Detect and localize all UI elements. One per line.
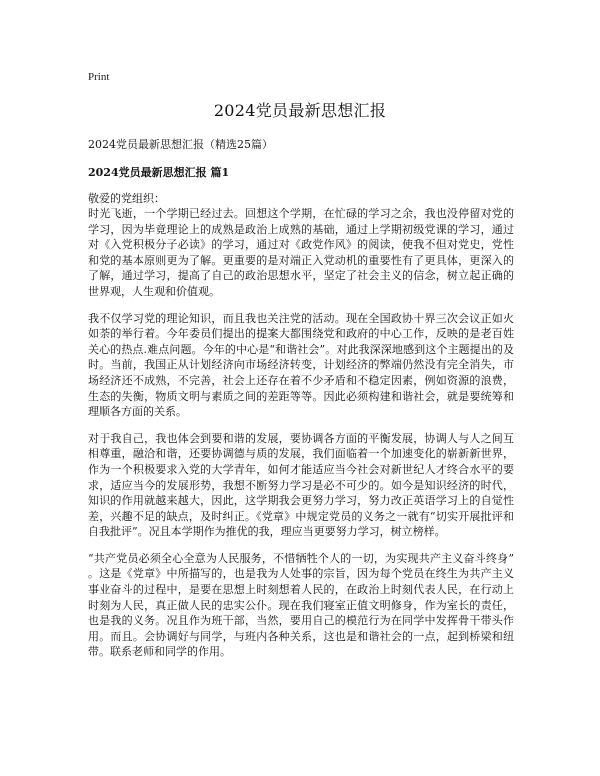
section-heading: 2024党员最新思想汇报 篇1 — [88, 166, 230, 179]
print-link[interactable]: Print — [88, 71, 110, 83]
paragraph: 对于我自己，我也体会到要和谐的发展，要协调各方面的平衡发展，协调人与人之间互相尊重，融洽和谐，还要协调德与质的发展，我们面临着一个加速变化的崭新新世界，作为一个积极要求入党的大学青年，如何才能适应当今社会对新世纪人才终合水平的要求，适应当今的发展形势，我想不断努力学习是必不可少的。如今是知识经济的时代，知识的作用就越来越大，因此，这学期我会更努力学习，努力改正英语学习上的自觉性差，兴趣不足的缺点，及时纠正。《党章》中规定党员的义务之一就有“切实开展批评和自我批评”。况且本学期作为推优的我，理应当更要努力学习，树立榜样。 — [88, 431, 514, 539]
document-title: 2024党员最新思想汇报 — [213, 101, 387, 120]
document-body — [88, 206, 514, 671]
paragraph: 我不仅学习党的理论知识，而且我也关注党的活动。现在全国政协十界三次会议正如火如荼的举行着。今年委员们提出的提案大都围绕党和政府的中心工作，反映的是老百姓关心的热点.难点问题。今年的中心是“和谐社会”。对此我深深地感到这个主题提出的及时。当前，我国正从计划经济向市场经济转变，计划经济的弊端仍然没有完全消失，市场经济还不成熟，不完善，社会上还存在着不少矛盾和不稳定因素，例如资源的浪费，生态的失衡，物质文明与素质之间的差距等等。因此必须构建和谐社会，就是要统筹和理顺各方面的关系。 — [88, 311, 514, 419]
salutation: 敬爱的党组织： — [88, 192, 165, 205]
paragraph: “共产党员必须全心全意为人民服务，不惜牺牲个人的一切，为实现共产主义奋斗终身”。这是《党章》中所描写的，也是我为人处事的宗旨，因为每个党员在终生为共产主义事业奋斗的过程中，是要在思想上时刻想着人民的，在政治上时刻代表人民，在行动上时刻为人民，真正做人民的忠实公仆。现在我们寝室正值文明修身，作为室长的责任，也是我的义务。况且作为班干部，当然，要用自己的模范行为在同学中发挥骨干带头作用。而且。会协调好与同学，与班内各种关系，这也是和谐社会的一点，起到桥梁和纽带。联系老师和同学的作用。 — [88, 551, 514, 659]
document-subtitle: 2024党员最新思想汇报（精选25篇） — [88, 138, 273, 151]
paragraph: 时光飞逝，一个学期已经过去。回想这个学期，在忙碌的学习之余，我也没停留对党的学习，因为毕竟理论上的成熟是政治上成熟的基础，通过上学期初级党课的学习，通过对《入党积极分子必读》的学习，通过对《政党作风》的阅读，使我不但对党史，党性和党的基本原则更为了解。更重要的是对端正入党动机的重要性有了更具体，更深入的了解，通过学习，提高了自己的政治思想水平，坚定了社会主义的信念，树立起正确的世界观，人生观和价值观。 — [88, 207, 514, 298]
